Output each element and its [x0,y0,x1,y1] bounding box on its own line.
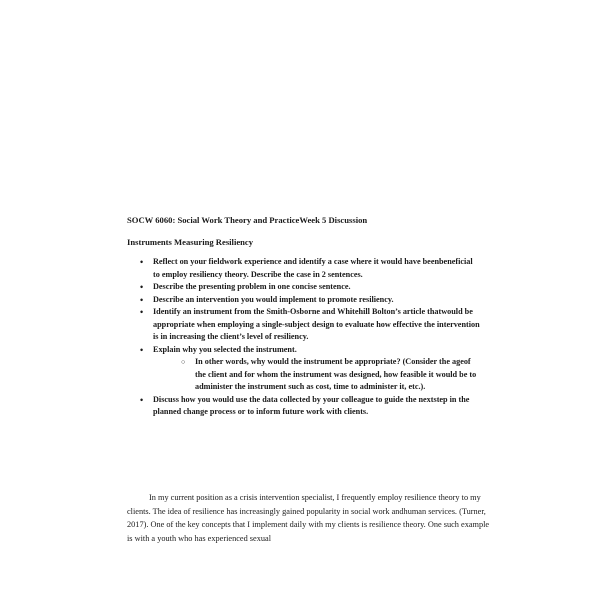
section-heading: Instruments Measuring Resiliency [127,237,254,247]
list-item-text: Explain why you selected the instrument. [153,344,297,354]
sub-list-item: ○ In other words, why would the instrument be appropriate? (Consider the ageof the client and for whom the instrument was designed, how feasible it would be to administer the instrument such as cost, time to administer it, etc.). [181,356,480,394]
list-item: • Reflect on your fieldwork experience and identify a case where it would have beenbeneficial to employ resiliency theory. Describe the case in 2 sentences. [140,256,480,281]
sub-list [153,356,480,394]
list-item: • Discuss how you would use the data collected by your colleague to guide the nextstep in the planned change process or to inform future work with clients. [140,394,480,419]
instructions-list [140,256,480,419]
list-item: • Describe an intervention you would implement to promote resiliency. [140,294,480,307]
list-item: • Describe the presenting problem in one concise sentence. [140,281,480,294]
body-paragraph: In my current position as a crisis intervention specialist, I frequently employ resilience theory to my clients. The idea of resilience has increasingly gained popularity in social work andhuman services. (Turner, 2017). One of the key concepts that I implement daily with my clients is resilience theory. One such example is with a youth who has experienced sexual [127,493,490,543]
list-item: • Identify an instrument from the Smith-Osborne and Whitehill Bolton’s article thatwould be appropriate when employing a single-subject design to evaluate how effective the intervention is in increasing the client’s level of resiliency. [140,306,480,344]
list-item [140,344,480,394]
document-title: SOCW 6060: Social Work Theory and PracticeWeek 5 Discussion [127,215,368,225]
